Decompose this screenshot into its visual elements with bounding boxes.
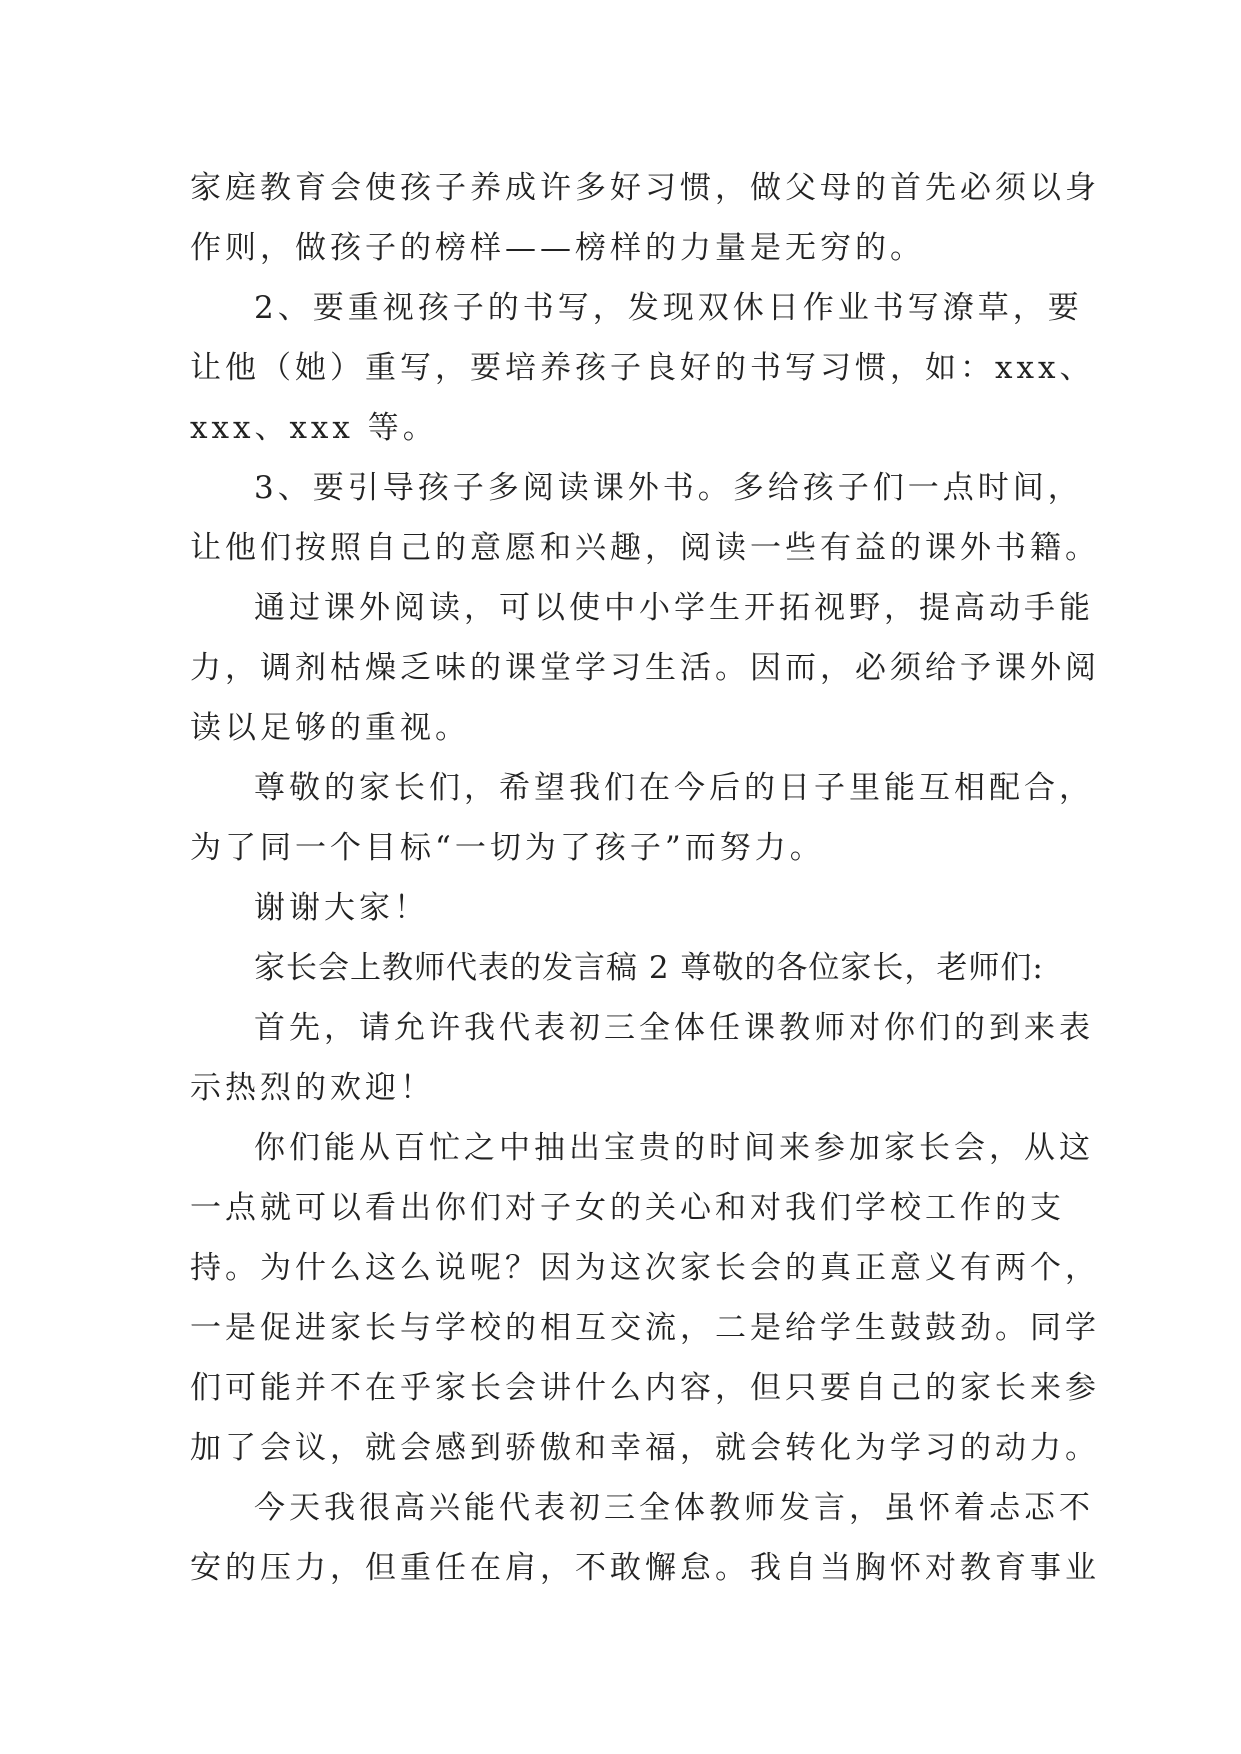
- document-body: [190, 158, 1100, 1598]
- text-line: 家长会上教师代表的发言稿 2 尊敬的各位家长，老师们:: [254, 950, 1044, 986]
- text-line: 示热烈的欢迎！: [190, 1070, 435, 1106]
- text-line: 们可能并不在乎家长会讲什么内容，但只要自己的家长来参: [190, 1370, 1100, 1406]
- text-line: 为了同一个目标“一切为了孩子”而努力。: [190, 830, 825, 866]
- text-line: 你们能从百忙之中抽出宝贵的时间来参加家长会，从这: [254, 1130, 1094, 1166]
- text-line: 让他（她）重写，要培养孩子良好的书写习惯，如：xxx、: [190, 350, 1095, 386]
- text-line: 3、要引导孩子多阅读课外书。多给孩子们一点时间，: [254, 470, 1083, 506]
- text-line: 2、要重视孩子的书写，发现双休日作业书写潦草，要: [254, 290, 1083, 326]
- text-line: 持。为什么这么说呢？因为这次家长会的真正意义有两个，: [190, 1250, 1100, 1286]
- text-line: 谢谢大家！: [254, 890, 429, 926]
- text-line: 一是促进家长与学校的相互交流，二是给学生鼓鼓劲。同学: [190, 1310, 1100, 1346]
- text-line: 今天我很高兴能代表初三全体教师发言，虽怀着忐忑不: [254, 1490, 1094, 1526]
- text-line: 安的压力，但重任在肩，不敢懈怠。我自当胸怀对教育事业: [190, 1550, 1100, 1586]
- text-line: 家庭教育会使孩子养成许多好习惯，做父母的首先必须以身: [190, 170, 1100, 206]
- text-line: 作则，做孩子的榜样——榜样的力量是无穷的。: [190, 230, 925, 266]
- text-line: 尊敬的家长们，希望我们在今后的日子里能互相配合，: [254, 770, 1094, 806]
- text-line: 让他们按照自己的意愿和兴趣，阅读一些有益的课外书籍。: [190, 530, 1100, 566]
- text-line: 力，调剂枯燥乏味的课堂学习生活。因而，必须给予课外阅: [190, 650, 1100, 686]
- text-line: 首先，请允许我代表初三全体任课教师对你们的到来表: [254, 1010, 1094, 1046]
- text-line: 读以足够的重视。: [190, 710, 470, 746]
- text-line: 通过课外阅读，可以使中小学生开拓视野，提高动手能: [254, 590, 1094, 626]
- text-line: xxx、xxx 等。: [190, 410, 438, 446]
- text-line: 一点就可以看出你们对子女的关心和对我们学校工作的支: [190, 1190, 1065, 1226]
- text-line: 加了会议，就会感到骄傲和幸福，就会转化为学习的动力。: [190, 1430, 1100, 1466]
